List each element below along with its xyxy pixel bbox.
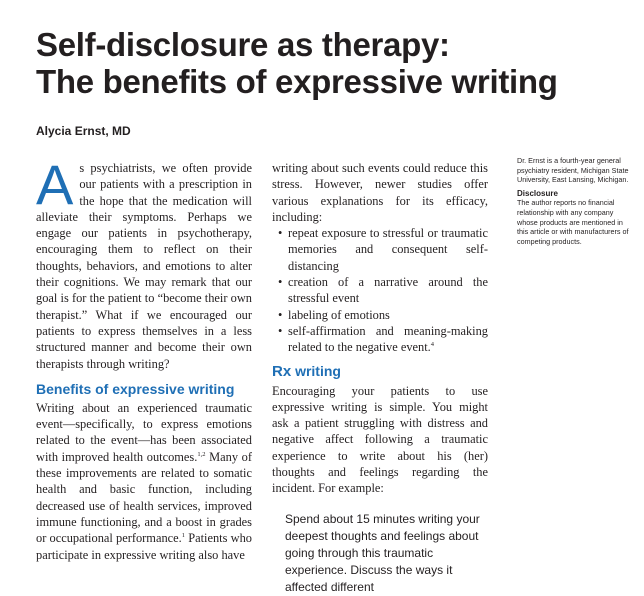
list-item: • self-affirmation and meaning-making related to the negative event.$^4$ [278, 323, 488, 355]
intro-text: s psychiatrists, we often provide our patients with a prescription in the hope that the medication will alleviate their symptoms. Perhaps we engage our patients in psychotherapy, encouraging them to reflect on their thoughts, behaviors, and emotions to alter their cognitions. We may remark that our goal is for the patient to “become their own therapist.” What if we encouraged our patients to express themselves in a less structured manner and become their own therapists through writing? [36, 161, 252, 371]
column-2 [272, 160, 488, 596]
list-item: • labeling of emotions [278, 307, 390, 322]
citation-1-2: 1,2 [197, 450, 206, 458]
section-heading-rx-writing [272, 362, 488, 381]
author-byline: Alycia Ernst, MD [36, 124, 131, 138]
list-item: • creation of a narrative around the stressful event [278, 275, 488, 306]
example-prompt: Spend about 15 minutes writing your deepest thoughts and feelings about going through this traumatic experience. Discuss the ways it affected different [285, 511, 480, 594]
rx-symbol: Rx [272, 362, 292, 380]
column-1 [36, 153, 252, 563]
sidebar [517, 156, 629, 246]
citation-1: 1 [181, 532, 185, 540]
efficacy-list [272, 225, 488, 355]
intro-paragraph [36, 153, 252, 372]
bullet-glyph: • [278, 307, 283, 322]
drop-cap: A [36, 153, 74, 216]
rx-paragraph: Encouraging your patients to use expressive writing is simple. You might ask a patient struggling with distress and negative affect following a traumatic experience to write about his (her) thoughts and feelings regarding the incident. For example: [272, 383, 488, 496]
list-item: • repeat exposure to stressful or traumatic memories and consequent self-distancing [278, 226, 488, 273]
article-title-line-1: Self-disclosure as therapy: [36, 26, 450, 63]
bullet-glyph: • [278, 226, 283, 241]
disclosure-text: The author reports no financial relationship with any company whose products are mentioned in this article or with manufacturers of competing products. [517, 198, 629, 246]
efficacy-paragraph: writing about such events could reduce this stress. However, newer studies offer various explanations for its efficacy, including: [272, 161, 488, 224]
author-note: Dr. Ernst is a fourth-year general psychiatry resident, Michigan State University, East Lansing, Michigan. [517, 156, 629, 185]
bullet-glyph: • [278, 323, 283, 338]
article-title-line-2: The benefits of expressive writing [36, 63, 558, 100]
benefits-paragraph [36, 400, 252, 563]
article-title [36, 26, 636, 100]
rx-heading-text: writing [291, 362, 341, 379]
bullet-glyph: • [278, 275, 283, 290]
citation-4: 4 [430, 341, 435, 349]
benefits-text-b: Many of these improvements are related to somatic health and basic function, including decreased use of health services, improved immune functioning, and a boost in grades or occupational performance. [36, 449, 252, 546]
section-heading-benefits: Benefits of expressive writing [36, 380, 235, 397]
benefits-text-a: Writing about an experienced traumatic event—specifically, to express emotions related to the event—has been associated with improved health outcomes. [36, 400, 252, 464]
benefits-text-c: Patients who participate in expressive writing also have [36, 531, 252, 562]
disclosure-heading: Disclosure [517, 188, 558, 198]
